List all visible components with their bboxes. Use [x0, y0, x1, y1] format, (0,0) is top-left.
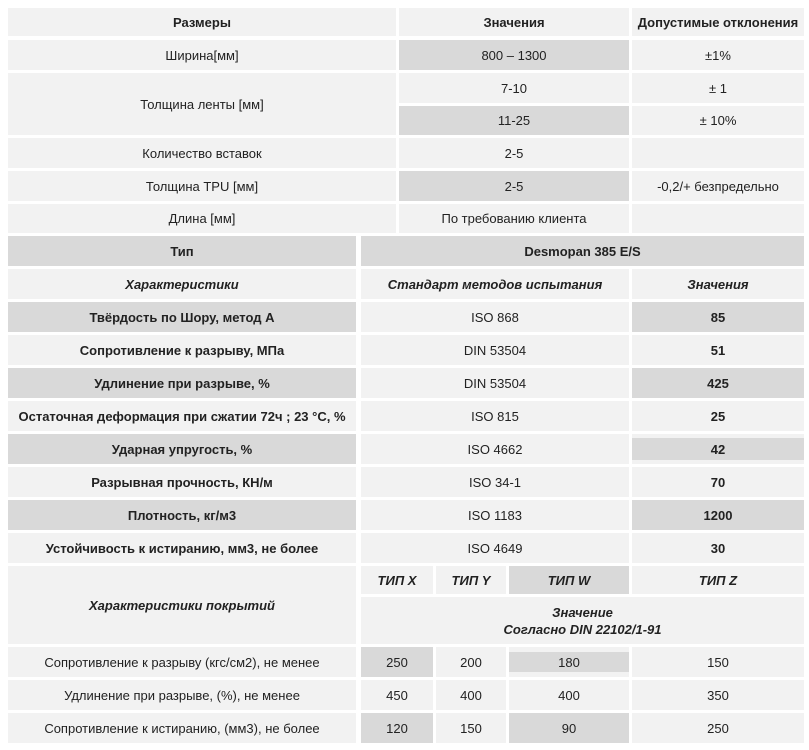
header-standard: Стандарт методов испытания: [361, 269, 629, 299]
type-label: Тип: [8, 236, 356, 266]
coating-value-y: 150: [436, 713, 506, 743]
header-tolerance: Допустимые отклонения: [632, 8, 804, 36]
property-standard: ISO 4649: [361, 533, 629, 563]
width-label: Ширина[мм]: [8, 40, 396, 70]
property-name: Сопротивление к разрыву, МПа: [8, 335, 356, 365]
type-value: Desmopan 385 E/S: [361, 236, 804, 266]
property-name: Остаточная деформация при сжатии 72ч ; 23 °С, %: [8, 401, 356, 431]
coating-value-x: 450: [361, 680, 433, 710]
coating-value-w: 180: [509, 647, 629, 677]
coating-type-w: ТИП W: [509, 566, 629, 594]
header-values: Значения: [399, 8, 629, 36]
property-standard: ISO 815: [361, 401, 629, 431]
coating-standard: Согласно DIN 22102/1-91: [503, 621, 662, 637]
property-value: 25: [632, 401, 804, 431]
inserts-value: 2-5: [399, 138, 629, 168]
property-standard: ISO 868: [361, 302, 629, 332]
coating-value-y: 200: [436, 647, 506, 677]
property-value: 85: [632, 302, 804, 332]
thickness-label: Толщина ленты [мм]: [8, 73, 396, 135]
thickness-tolerance-2: ± 10%: [632, 106, 804, 135]
length-tolerance: [632, 204, 804, 233]
thickness-tolerance-1: ± 1: [632, 73, 804, 103]
coating-value-x: 120: [361, 713, 433, 743]
header-characteristics: Характеристики: [8, 269, 356, 299]
property-name: Ударная упругость, %: [8, 434, 356, 464]
property-value: 42: [632, 434, 804, 464]
thickness-value-2: 11-25: [399, 106, 629, 135]
width-tolerance: ±1%: [632, 40, 804, 70]
width-value: 800 – 1300: [399, 40, 629, 70]
property-value: 70: [632, 467, 804, 497]
coating-row-name: Сопротивление к разрыву (кгс/см2), не менее: [8, 647, 356, 677]
thickness-value-1: 7-10: [399, 73, 629, 103]
property-standard: ISO 1183: [361, 500, 629, 530]
length-label: Длина [мм]: [8, 204, 396, 233]
coating-value-y: 400: [436, 680, 506, 710]
property-value: 425: [632, 368, 804, 398]
property-value: 51: [632, 335, 804, 365]
tpu-label: Толщина TPU [мм]: [8, 171, 396, 201]
coating-value-z: 250: [632, 713, 804, 743]
coating-row-name: Удлинение при разрыве, (%), не менее: [8, 680, 356, 710]
coating-header: Характеристики покрытий: [8, 566, 356, 644]
coating-value-standard: [361, 597, 804, 644]
coating-type-y: ТИП Y: [436, 566, 506, 594]
coating-type-z: ТИП Z: [632, 566, 804, 594]
coating-value-w: 400: [509, 680, 629, 710]
coating-value-z: 350: [632, 680, 804, 710]
inserts-tolerance: [632, 138, 804, 168]
property-name: Разрывная прочность, КН/м: [8, 467, 356, 497]
tpu-value: 2-5: [399, 171, 629, 201]
property-name: Плотность, кг/м3: [8, 500, 356, 530]
property-name: Устойчивость к истиранию, мм3, не более: [8, 533, 356, 563]
property-standard: DIN 53504: [361, 368, 629, 398]
coating-type-x: ТИП X: [361, 566, 433, 594]
header-dimensions: Размеры: [8, 8, 396, 36]
property-standard: DIN 53504: [361, 335, 629, 365]
property-name: Удлинение при разрыве, %: [8, 368, 356, 398]
property-standard: ISO 4662: [361, 434, 629, 464]
header-material-values: Значения: [632, 269, 804, 299]
property-value: 1200: [632, 500, 804, 530]
property-name: Твёрдость по Шору, метод А: [8, 302, 356, 332]
coating-value-label: Значение: [552, 604, 613, 620]
coating-value-x: 250: [361, 647, 433, 677]
property-value: 30: [632, 533, 804, 563]
inserts-label: Количество вставок: [8, 138, 396, 168]
coating-row-name: Сопротивление к истиранию, (мм3), не более: [8, 713, 356, 743]
property-standard: ISO 34-1: [361, 467, 629, 497]
coating-value-z: 150: [632, 647, 804, 677]
tpu-tolerance: -0,2/+ безпредельно: [632, 171, 804, 201]
length-value: По требованию клиента: [399, 204, 629, 233]
coating-value-w: 90: [509, 713, 629, 743]
